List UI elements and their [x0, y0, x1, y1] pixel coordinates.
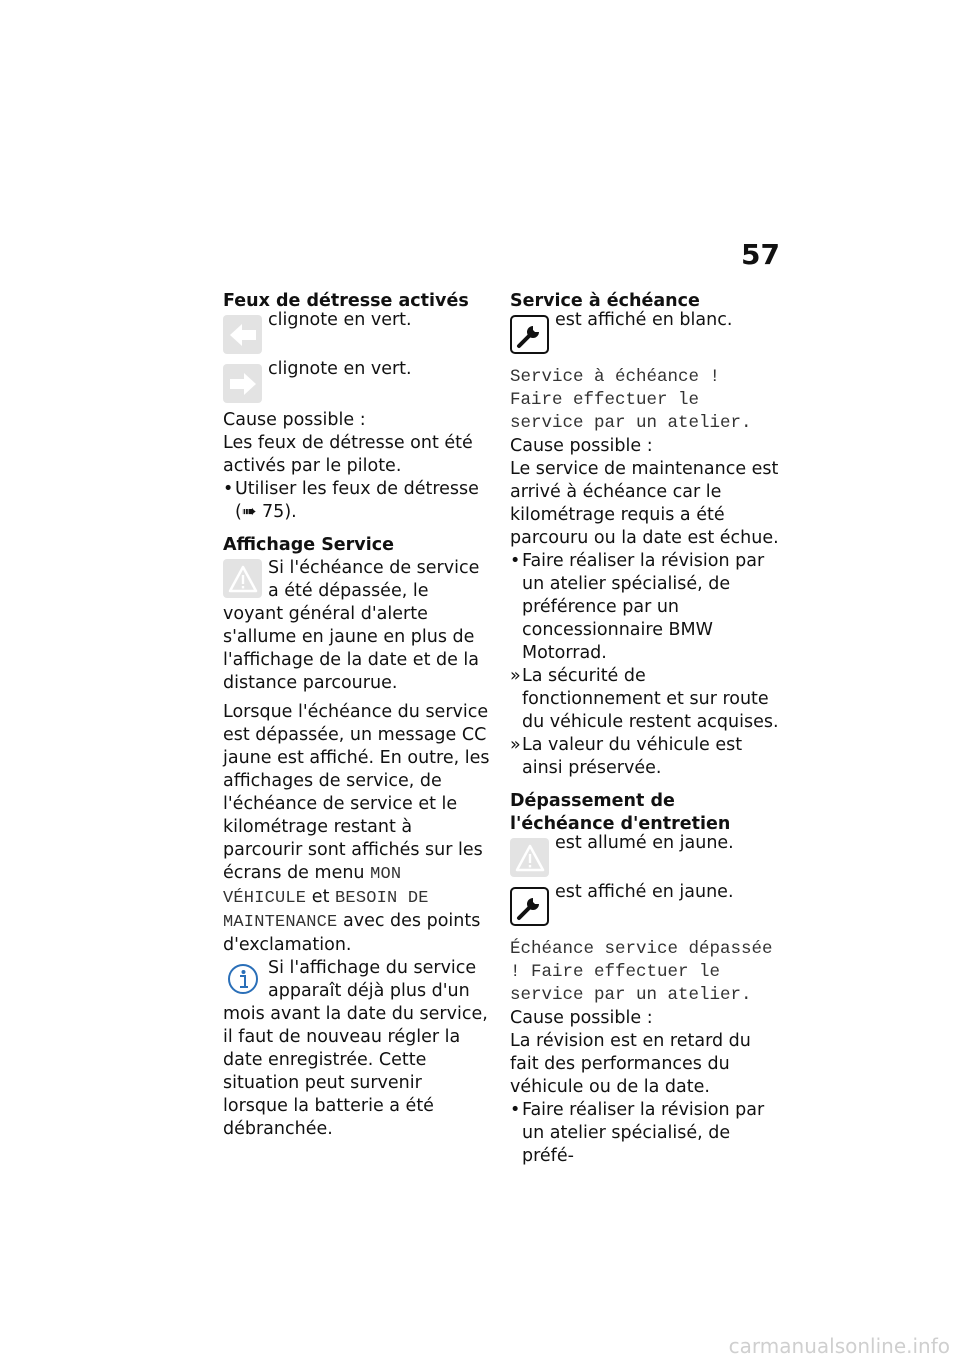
- wrench-icon: [510, 887, 549, 926]
- heading-hazard-lights: Feux de détresse activés: [223, 291, 469, 311]
- service-due-icon-text: est affiché en blanc.: [555, 310, 733, 330]
- action-list: [510, 550, 782, 780]
- info-icon: [223, 959, 262, 998]
- cause-label: Cause possible :: [510, 436, 653, 456]
- result-item: » La valeur du véhicule est ainsi préservée.: [510, 734, 782, 780]
- warning-triangle-icon: [510, 838, 549, 877]
- heading-service-due: Service à échéance: [510, 291, 700, 311]
- left-column: [223, 290, 491, 1141]
- menu-name-maintenance: BESOIN DE MAINTENANCE: [223, 889, 429, 932]
- cause-text: Les feux de détresse ont été activés par le pilote.: [223, 433, 473, 476]
- turn-left-text: clignote en vert.: [268, 310, 412, 330]
- turn-left-indicator-row: [223, 307, 491, 354]
- action-list: [510, 1099, 782, 1168]
- cause-text: La révision est en retard du fait des performances du véhicule ou de la date.: [510, 1031, 751, 1097]
- right-column: [510, 290, 782, 1168]
- arrow-right-icon: [223, 364, 262, 403]
- info-note-text: Si l'affichage du service apparaît déjà plus d'un mois avant la date du service, il faut de nouveau régler la date enregistrée. Cette situation peut survenir lorsque la batterie a été débranchée.: [223, 958, 488, 1139]
- wrench-icon-text: est affiché en jaune.: [555, 882, 734, 902]
- service-message-text: Lorsque l'échéance du service est dépassée, un message CC jaune est affiché. En outre, les affichages de service, de l'échéance de service et le kilométrage restant à parcourir sont affichés sur les écrans de menu MON VÉHICULE et BESOIN DE MAINTENANCE avec des points d'exclamation.: [223, 702, 490, 955]
- watermark: carmanualsonline.info: [728, 1334, 950, 1358]
- turn-right-text: clignote en vert.: [268, 359, 412, 379]
- cause-text: Le service de maintenance est arrivé à échéance car le kilométrage requis a été parcouru ou la date est échue.: [510, 459, 779, 548]
- service-overdue-text: Si l'échéance de service a été dépassée, le voyant général d'alerte s'allume en jaune en plus de l'affichage de la date et de la distance parcourue.: [223, 558, 480, 693]
- cause-label: Cause possible :: [510, 1008, 653, 1028]
- warning-indicator-row: [510, 830, 782, 877]
- action-item: • Faire réaliser la révision par un atelier spécialisé, de préfé-: [510, 1099, 782, 1168]
- action-item: • Utiliser les feux de détresse (➠ 75).: [223, 478, 491, 524]
- turn-right-indicator-row: [223, 356, 491, 403]
- result-item: » La sécurité de fonctionnement et sur route du véhicule restent acquises.: [510, 665, 782, 734]
- action-item: • Faire réaliser la révision par un atelier spécialisé, de préférence par un concessionnaire BMW Motorrad.: [510, 550, 782, 665]
- maintenance-overdue-message: Échéance service dépassée ! Faire effectuer le service par un atelier.: [510, 939, 773, 1005]
- cause-label: Cause possible :: [223, 410, 366, 430]
- heading-maintenance-overdue: Dépassement de l'échéance d'entretien: [510, 791, 731, 834]
- heading-service-display: Affichage Service: [223, 535, 394, 555]
- menu-name-my-vehicle: MON VÉHICULE: [223, 865, 402, 908]
- page-number: 57: [741, 238, 780, 271]
- wrench-indicator-row: [510, 879, 782, 926]
- service-due-indicator-row: [510, 307, 782, 354]
- warning-icon-text: est allumé en jaune.: [555, 833, 734, 853]
- arrow-left-icon: [223, 315, 262, 354]
- wrench-icon: [510, 315, 549, 354]
- warning-triangle-icon: [223, 559, 262, 598]
- service-due-message: Service à échéance ! Faire effectuer le service par un atelier.: [510, 367, 752, 433]
- action-list: [223, 478, 491, 524]
